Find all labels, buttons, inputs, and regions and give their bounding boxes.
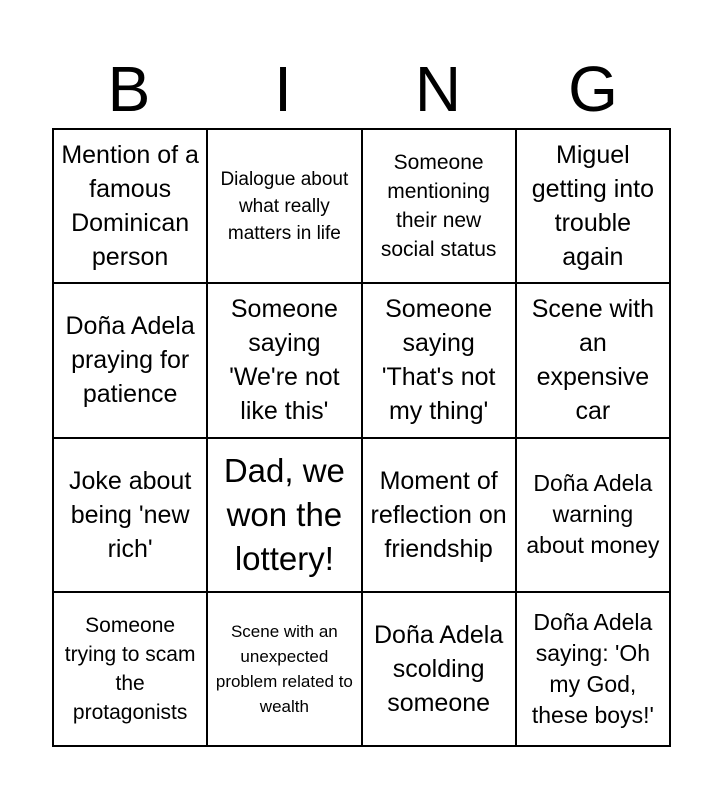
bingo-cell-text: Moment of reflection on friendship <box>370 466 507 563</box>
bingo-cell-text: Doña Adela praying for patience <box>65 312 195 409</box>
bingo-free-cell[interactable] <box>207 438 361 592</box>
header-letter-i: I <box>274 53 292 125</box>
bingo-cell[interactable] <box>516 283 670 437</box>
bingo-cell[interactable] <box>207 592 361 746</box>
bingo-cell[interactable] <box>516 129 670 283</box>
bingo-cell[interactable] <box>53 438 207 592</box>
bingo-cell-text: Someone saying 'We're not like this' <box>229 295 340 426</box>
bingo-cell-text: Doña Adela saying: 'Oh my God, these boys!' <box>531 608 654 728</box>
bingo-cell-text: Dialogue about what really matters in life <box>220 168 349 244</box>
bingo-cell[interactable] <box>207 283 361 437</box>
bingo-cell[interactable] <box>53 283 207 437</box>
bingo-cell-text: Doña Adela warning about money <box>526 470 660 559</box>
header-letter-g: G <box>568 53 618 125</box>
header-letter-n: N <box>414 53 462 125</box>
bingo-card-grid <box>52 128 671 747</box>
bingo-cell[interactable] <box>516 592 670 746</box>
bingo-cell[interactable] <box>516 438 670 592</box>
bingo-header <box>52 52 671 126</box>
bingo-cell[interactable] <box>53 592 207 746</box>
bingo-cell-text: Scene with an expensive car <box>531 295 655 426</box>
bingo-cell[interactable] <box>362 283 516 437</box>
bingo-cell-text: Scene with an unexpected problem related to wealth <box>215 621 353 716</box>
bingo-cell-text: Mention of a famous Dominican person <box>61 141 199 272</box>
bingo-cell-text: Doña Adela scolding someone <box>373 620 504 717</box>
header-letter-b: B <box>107 53 151 125</box>
bingo-cell[interactable] <box>362 129 516 283</box>
bingo-cell-text: Someone trying to scam the protagonists <box>64 613 196 724</box>
bingo-cell-text: Joke about being 'new rich' <box>68 466 192 563</box>
bingo-cell-text: Dad, we won the lottery! <box>223 451 345 577</box>
bingo-cell[interactable] <box>207 129 361 283</box>
bingo-cell-text: Someone saying 'That's not my thing' <box>381 295 496 426</box>
bingo-cell-text: Someone mentioning their new social status <box>380 151 497 262</box>
bingo-cell[interactable] <box>362 438 516 592</box>
bingo-cell-text: Miguel getting into trouble again <box>531 141 655 272</box>
bingo-cell[interactable] <box>53 129 207 283</box>
bingo-cell[interactable] <box>362 592 516 746</box>
